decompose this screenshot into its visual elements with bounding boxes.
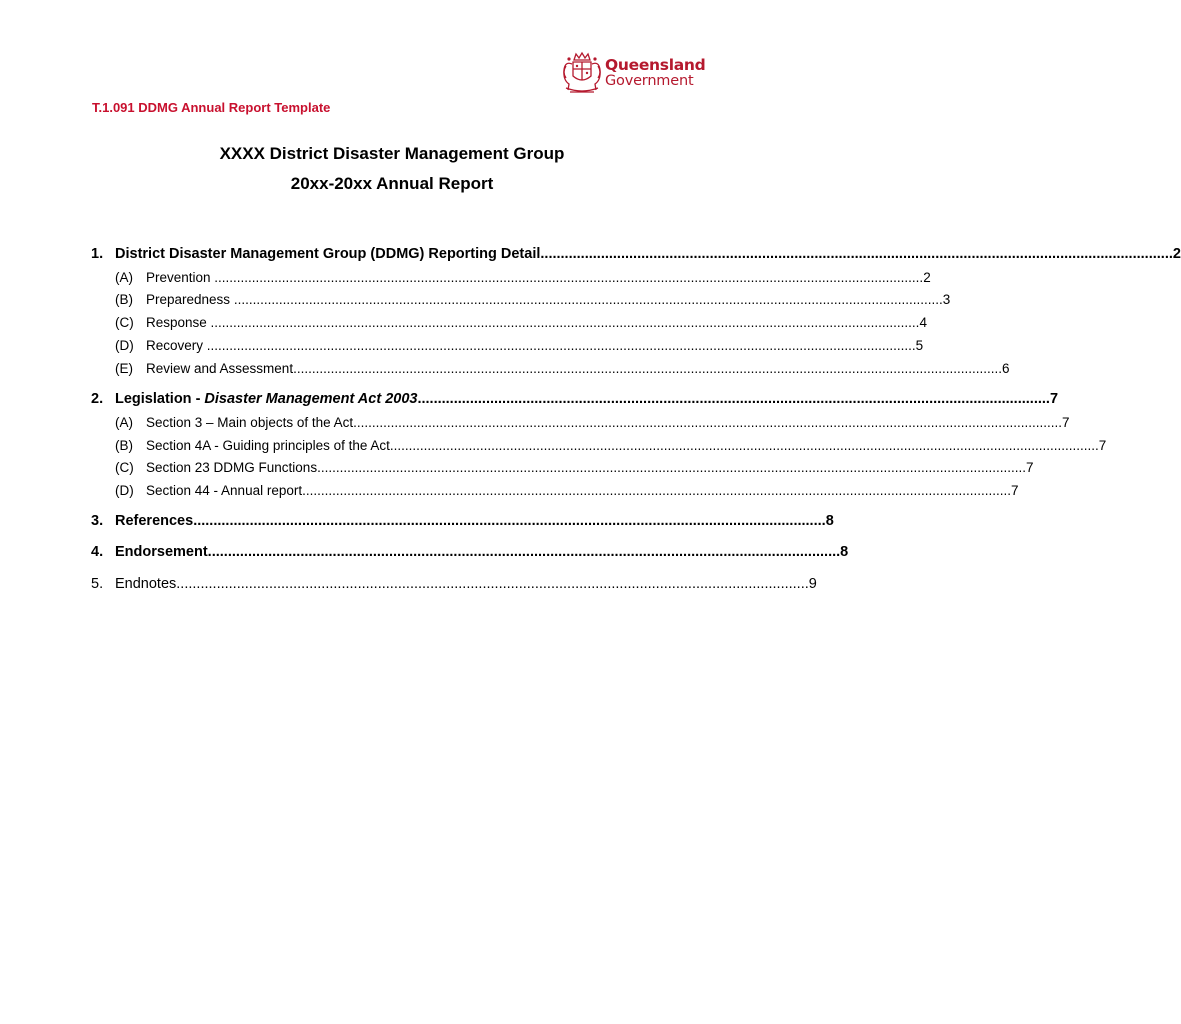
toc-label: Review and Assessment — [146, 361, 294, 376]
toc-page: 2 — [1172, 246, 1181, 262]
toc-entry-2[interactable] — [91, 391, 1059, 407]
toc-label-prefix: Legislation - — [115, 391, 205, 407]
toc-entry-1c[interactable] — [115, 315, 927, 330]
toc-leader: ............................................................................................................................................................. — [417, 391, 1050, 407]
toc-entry-1e[interactable] — [115, 361, 1010, 376]
toc-entry-2c[interactable] — [115, 460, 1034, 475]
toc-leader: ............................................................................................................................................................. — [540, 246, 1173, 262]
logo-line-government: Government — [605, 73, 694, 89]
toc-page: 3 — [942, 292, 951, 307]
toc-label: District Disaster Management Group (DDMG) Reporting Detail — [115, 246, 541, 262]
toc-leader: ............................................................................................................................................................................................. — [389, 438, 1099, 453]
toc-page: 9 — [808, 576, 817, 592]
toc-page: 2 — [923, 270, 931, 285]
template-code: T.1.091 DDMG Annual Report Template — [92, 100, 331, 115]
toc-number: (D) — [115, 483, 134, 498]
toc-entry-1d[interactable] — [115, 338, 924, 353]
toc-label: Section 4A - Guiding principles of the Act — [146, 438, 390, 453]
toc-entry-1a[interactable] — [115, 270, 931, 285]
toc-leader: ............................................................................................................................................................. — [193, 513, 826, 529]
toc-leader: ............................................................................................................................................................................................. — [293, 361, 1002, 376]
toc-entry-1[interactable] — [91, 246, 1181, 262]
toc-page: 7 — [1011, 483, 1019, 498]
toc-entry-3[interactable] — [91, 513, 834, 529]
toc-number: 1. — [91, 246, 104, 262]
toc-number: (E) — [115, 361, 133, 376]
toc-leader: ............................................................................................................................................................................................. — [210, 270, 924, 285]
toc-number: (D) — [115, 338, 134, 353]
toc-label: Section 44 - Annual report — [146, 483, 303, 498]
document-subtitle: 20xx-20xx Annual Report — [290, 174, 494, 193]
toc-leader: ............................................................................................................................................................................................. — [317, 460, 1026, 475]
toc-label: Endnotes — [115, 576, 177, 592]
toc-number: (C) — [115, 460, 134, 475]
toc-leader: ............................................................................................................................................................................................. — [206, 315, 920, 330]
toc-number: 4. — [91, 544, 104, 560]
toc-leader: ............................................................................................................................................................. — [207, 544, 841, 560]
toc-label: Prevention — [146, 270, 211, 285]
toc-page: 5 — [915, 338, 924, 353]
toc-number: 3. — [91, 513, 104, 529]
toc-label-act-title: Disaster Management Act 2003 — [204, 391, 418, 407]
toc-label: Preparedness — [146, 292, 231, 307]
toc-page: 8 — [840, 544, 849, 560]
toc-page: 8 — [825, 513, 834, 529]
toc-number: 5. — [91, 576, 104, 592]
toc-page: 7 — [1062, 415, 1070, 430]
toc-entry-1b[interactable] — [115, 292, 951, 307]
toc-label: Response — [146, 315, 207, 330]
toc-number: (B) — [115, 292, 133, 307]
toc-number: (A) — [115, 270, 133, 285]
toc-entry-5[interactable] — [91, 576, 817, 592]
toc-entry-2b[interactable] — [115, 438, 1107, 453]
toc-label: Section 23 DDMG Functions — [146, 460, 318, 475]
toc-leader: ............................................................................................................................................................. — [176, 576, 809, 592]
toc-label: Section 3 – Main objects of the Act — [146, 415, 354, 430]
toc-label: Endorsement — [115, 544, 208, 560]
toc-leader: ............................................................................................................................................................................................. — [353, 415, 1063, 430]
toc-page: 7 — [1049, 391, 1059, 407]
toc-leader: ............................................................................................................................................................................................. — [302, 483, 1011, 498]
toc-page: 6 — [1001, 361, 1010, 376]
toc-entry-4[interactable] — [91, 544, 849, 560]
toc-entry-2d[interactable] — [115, 483, 1019, 498]
toc-leader: ............................................................................................................................................................................................. — [230, 292, 943, 307]
toc-number: 2. — [91, 391, 104, 407]
document-title: XXXX District Disaster Management Group — [219, 144, 565, 163]
toc-label: Recovery — [146, 338, 204, 353]
toc-page: 4 — [919, 315, 927, 330]
toc-number: (C) — [115, 315, 134, 330]
queensland-government-logo — [560, 50, 706, 96]
coat-of-arms-icon — [560, 50, 604, 96]
toc-number: (A) — [115, 415, 133, 430]
toc-entry-2a[interactable] — [115, 415, 1070, 430]
toc-page: 7 — [1025, 460, 1034, 475]
logo-line-queensland: Queensland — [605, 55, 706, 74]
toc-leader: ............................................................................................................................................................................................. — [203, 338, 916, 353]
toc-page: 7 — [1098, 438, 1107, 453]
toc-label: References — [115, 513, 194, 529]
toc-label — [115, 391, 417, 407]
toc-number: (B) — [115, 438, 133, 453]
